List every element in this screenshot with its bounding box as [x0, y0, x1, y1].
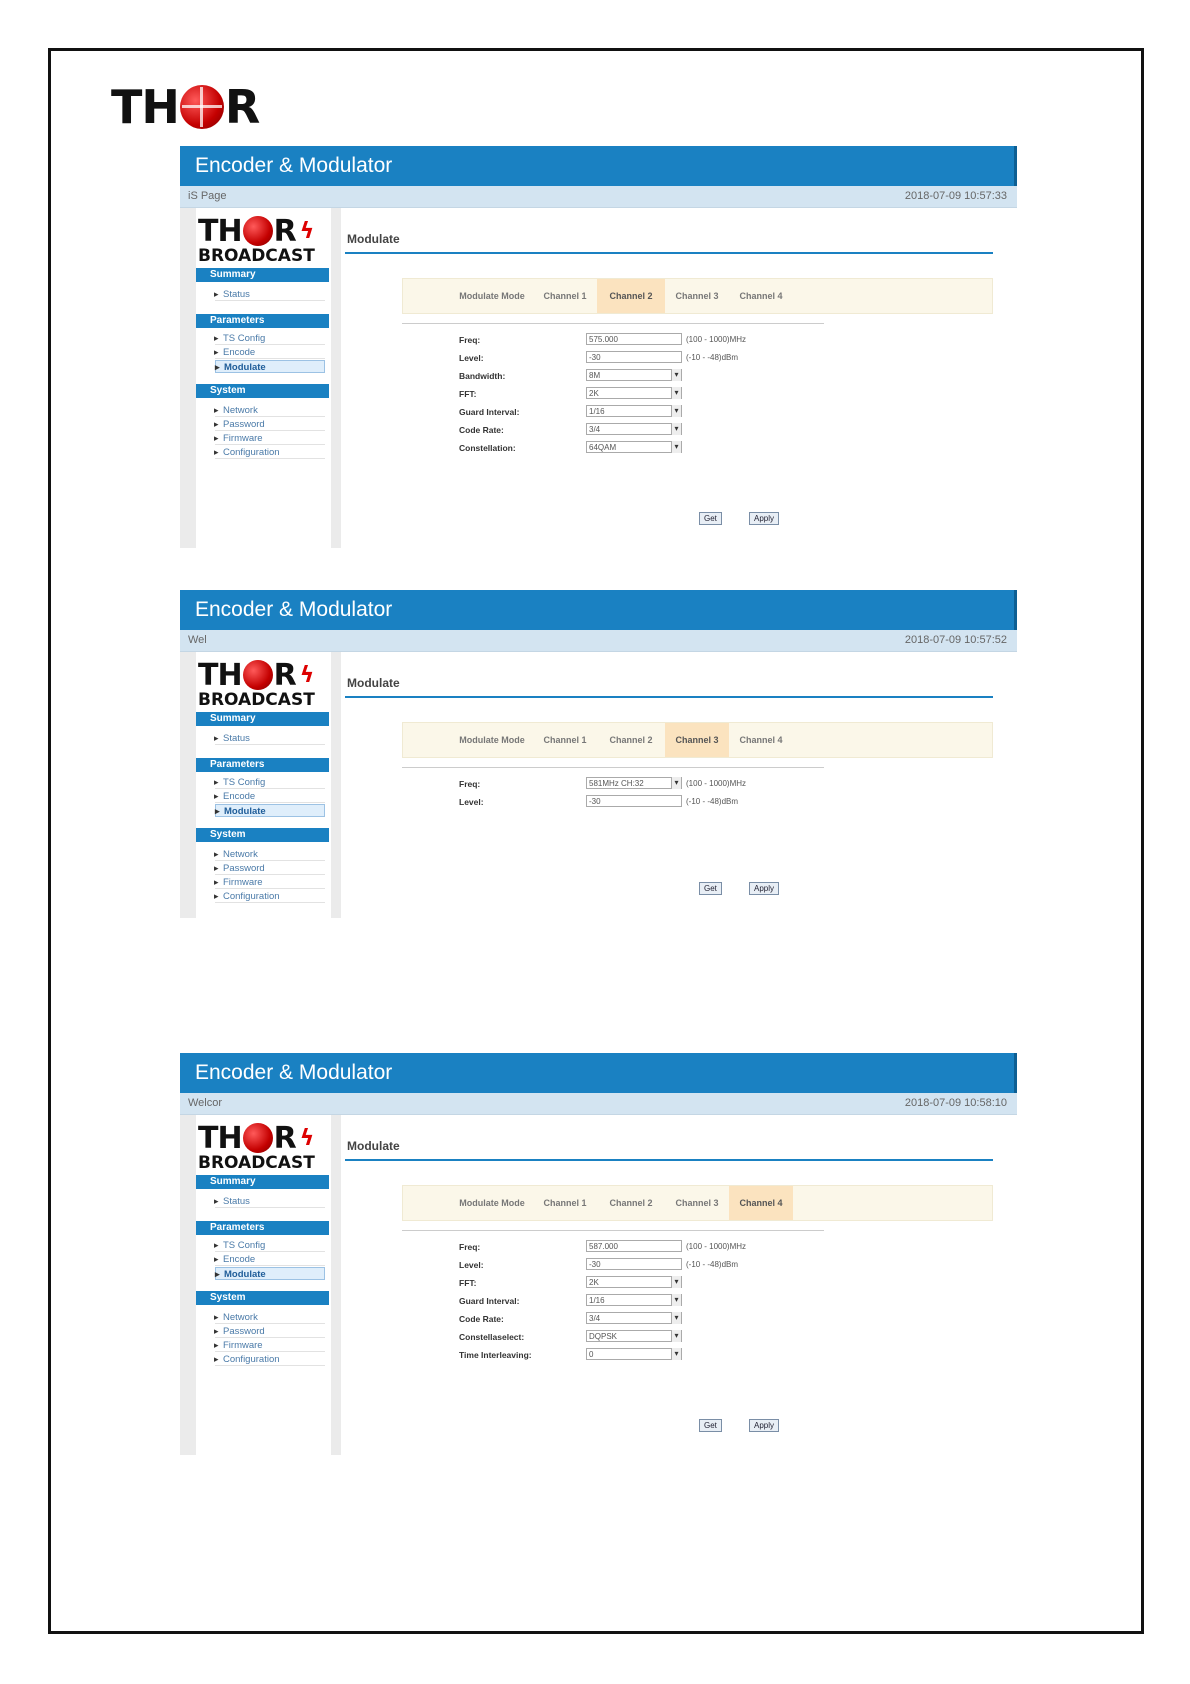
sidebar-item-configuration[interactable]: ▸ Configuration: [215, 1353, 325, 1366]
field-input[interactable]: 587.000: [586, 1240, 682, 1252]
field-range: (100 - 1000)MHz: [686, 1242, 747, 1251]
menu-header-parameters[interactable]: Parameters: [196, 758, 329, 772]
globe-icon: [243, 660, 273, 690]
brand-logo: TH R ϟ BROADCAST: [198, 214, 328, 266]
menu-header-parameters[interactable]: Parameters: [196, 314, 329, 328]
field-select[interactable]: 0 ▾: [586, 1348, 682, 1360]
tab-bar: [402, 1185, 993, 1221]
sidebar-item-ts-config[interactable]: ▸ TS Config: [215, 332, 325, 345]
tab-modulate-mode[interactable]: Modulate Mode: [459, 291, 525, 301]
field-range: (-10 - -48)dBm: [686, 1260, 739, 1269]
field-select[interactable]: 8M ▾: [586, 369, 682, 381]
field-select[interactable]: 581MHz CH:32 ▾: [586, 777, 682, 789]
sidebar-item-network[interactable]: ▸ Network: [215, 1311, 325, 1324]
field-label: Level:: [459, 353, 484, 363]
tab-modulate-mode[interactable]: Modulate Mode: [459, 1198, 525, 1208]
title-divider: [345, 696, 993, 698]
sidebar-item-encode[interactable]: ▸ Encode: [215, 346, 325, 359]
field-select[interactable]: 1/16 ▾: [586, 405, 682, 417]
title-divider: [345, 1159, 993, 1161]
tab-channel-3[interactable]: Channel 3: [675, 291, 719, 301]
field-input[interactable]: 575.000: [586, 333, 682, 345]
sidebar-item-encode[interactable]: ▸ Encode: [215, 1253, 325, 1266]
menu-header-summary[interactable]: Summary: [196, 712, 329, 726]
sidebar-item-firmware[interactable]: ▸ Firmware: [215, 1339, 325, 1352]
sidebar-item-ts-config[interactable]: ▸ TS Config: [215, 1239, 325, 1252]
welcome-text: iS Page: [188, 190, 227, 202]
sidebar-item-status[interactable]: ▸ Status: [215, 732, 325, 745]
field-range: (-10 - -48)dBm: [686, 353, 739, 362]
tab-divider: [402, 323, 824, 324]
thor-logo: TH R: [111, 80, 260, 134]
main-content: [343, 1115, 1017, 1455]
sidebar-item-network[interactable]: ▸ Network: [215, 404, 325, 417]
globe-icon: [243, 216, 273, 246]
welcome-text: Welcor: [188, 1097, 223, 1109]
apply-button[interactable]: Apply: [749, 1419, 779, 1432]
app-body: [180, 652, 1017, 918]
field-select[interactable]: 64QAM ▾: [586, 441, 682, 453]
field-label: Bandwidth:: [459, 371, 506, 381]
tab-channel-4[interactable]: Channel 4: [739, 291, 783, 301]
sidebar-item-modulate[interactable]: ▸ Modulate: [215, 804, 325, 817]
field-select[interactable]: 3/4 ▾: [586, 1312, 682, 1324]
tab-bar: [402, 278, 993, 314]
sidebar-item-encode[interactable]: ▸ Encode: [215, 790, 325, 803]
app-title: Encoder & Modulator: [180, 1053, 1017, 1093]
menu-header-system[interactable]: System: [196, 828, 329, 842]
tab-channel-1[interactable]: Channel 1: [543, 1198, 587, 1208]
screenshot-2: [180, 590, 1017, 920]
content-title: Modulate: [347, 1139, 400, 1153]
field-label: Level:: [459, 1260, 484, 1270]
field-select[interactable]: 3/4 ▾: [586, 423, 682, 435]
screenshot-3: [180, 1053, 1017, 1457]
brand-logo: TH R ϟ BROADCAST: [198, 1121, 328, 1173]
field-range: (100 - 1000)MHz: [686, 779, 747, 788]
sidebar-item-configuration[interactable]: ▸ Configuration: [215, 446, 325, 459]
get-button[interactable]: Get: [699, 1419, 722, 1432]
field-label: Code Rate:: [459, 425, 504, 435]
datetime: 2018-07-09 10:57:33: [904, 190, 1007, 202]
sidebar-item-ts-config[interactable]: ▸ TS Config: [215, 776, 325, 789]
apply-button[interactable]: Apply: [749, 512, 779, 525]
sidebar-item-password[interactable]: ▸ Password: [215, 862, 325, 875]
menu-header-system[interactable]: System: [196, 1291, 329, 1305]
field-label: Code Rate:: [459, 1314, 504, 1324]
brand-logo: TH R ϟ BROADCAST: [198, 658, 328, 710]
field-label: Freq:: [459, 335, 481, 345]
sidebar-item-configuration[interactable]: ▸ Configuration: [215, 890, 325, 903]
field-range: (-10 - -48)dBm: [686, 797, 739, 806]
field-select[interactable]: 1/16 ▾: [586, 1294, 682, 1306]
field-label: Constellation:: [459, 443, 516, 453]
content-title: Modulate: [347, 676, 400, 690]
lightning-icon: ϟ: [299, 662, 314, 688]
tab-channel-3[interactable]: Channel 3: [665, 723, 729, 757]
sidebar-item-firmware[interactable]: ▸ Firmware: [215, 432, 325, 445]
sidebar: [180, 652, 341, 918]
field-input[interactable]: -30: [586, 351, 682, 363]
datetime: 2018-07-09 10:57:52: [904, 634, 1007, 646]
field-select[interactable]: 2K ▾: [586, 1276, 682, 1288]
sidebar-item-modulate[interactable]: ▸ Modulate: [215, 1267, 325, 1280]
status-bar: [180, 630, 1017, 652]
sidebar-item-modulate[interactable]: ▸ Modulate: [215, 360, 325, 373]
sidebar-item-status[interactable]: ▸ Status: [215, 1195, 325, 1208]
tab-channel-1[interactable]: Channel 1: [543, 291, 587, 301]
status-bar: [180, 1093, 1017, 1115]
tab-divider: [402, 1230, 824, 1231]
main-content: [343, 652, 1017, 918]
tab-channel-1[interactable]: Channel 1: [543, 735, 587, 745]
get-button[interactable]: Get: [699, 882, 722, 895]
tab-bar: [402, 722, 993, 758]
tab-channel-4[interactable]: Channel 4: [739, 735, 783, 745]
sidebar: [180, 1115, 341, 1455]
brand-subtitle: BROADCAST: [198, 690, 315, 710]
tab-channel-2[interactable]: Channel 2: [609, 1198, 653, 1208]
status-bar: [180, 186, 1017, 208]
sidebar-item-status[interactable]: ▸ Status: [215, 288, 325, 301]
field-label: Guard Interval:: [459, 407, 520, 417]
get-button[interactable]: Get: [699, 512, 722, 525]
field-label: Freq:: [459, 1242, 481, 1252]
field-select[interactable]: 2K ▾: [586, 387, 682, 399]
tab-modulate-mode[interactable]: Modulate Mode: [459, 735, 525, 745]
field-label: FFT:: [459, 389, 477, 399]
lightning-icon: ϟ: [299, 218, 314, 244]
field-label: Constellaselect:: [459, 1332, 525, 1342]
sidebar-item-password[interactable]: ▸ Password: [215, 418, 325, 431]
tab-divider: [402, 767, 824, 768]
field-range: (100 - 1000)MHz: [686, 335, 747, 344]
field-select[interactable]: DQPSK ▾: [586, 1330, 682, 1342]
content-title: Modulate: [347, 232, 400, 246]
field-label: FFT:: [459, 1278, 477, 1288]
brand-subtitle: BROADCAST: [198, 246, 315, 266]
field-label: Freq:: [459, 779, 481, 789]
globe-icon: [243, 1123, 273, 1153]
screenshot-1: [180, 146, 1017, 550]
brand-subtitle: BROADCAST: [198, 1153, 315, 1173]
app-body: [180, 1115, 1017, 1455]
menu-header-system[interactable]: System: [196, 384, 329, 398]
menu-header-summary[interactable]: Summary: [196, 268, 329, 282]
app-body: [180, 208, 1017, 548]
field-label: Time Interleaving:: [459, 1350, 532, 1360]
field-label: Level:: [459, 797, 484, 807]
title-divider: [345, 252, 993, 254]
sidebar-item-password[interactable]: ▸ Password: [215, 1325, 325, 1338]
tab-channel-3[interactable]: Channel 3: [675, 1198, 719, 1208]
tab-channel-2[interactable]: Channel 2: [609, 735, 653, 745]
menu-header-parameters[interactable]: Parameters: [196, 1221, 329, 1235]
datetime: 2018-07-09 10:58:10: [904, 1097, 1007, 1109]
app-title: Encoder & Modulator: [180, 590, 1017, 630]
sidebar: [180, 208, 341, 548]
field-input[interactable]: -30: [586, 1258, 682, 1270]
tab-channel-2[interactable]: Channel 2: [597, 279, 665, 313]
apply-button[interactable]: Apply: [749, 882, 779, 895]
field-label: Guard Interval:: [459, 1296, 520, 1306]
tab-channel-4[interactable]: Channel 4: [729, 1186, 793, 1220]
welcome-text: Wel: [188, 634, 207, 646]
globe-icon: [180, 85, 224, 129]
lightning-icon: ϟ: [299, 1125, 314, 1151]
main-content: [343, 208, 1017, 548]
sidebar-item-firmware[interactable]: ▸ Firmware: [215, 876, 325, 889]
field-input[interactable]: -30: [586, 795, 682, 807]
sidebar-item-network[interactable]: ▸ Network: [215, 848, 325, 861]
menu-header-summary[interactable]: Summary: [196, 1175, 329, 1189]
app-title: Encoder & Modulator: [180, 146, 1017, 186]
